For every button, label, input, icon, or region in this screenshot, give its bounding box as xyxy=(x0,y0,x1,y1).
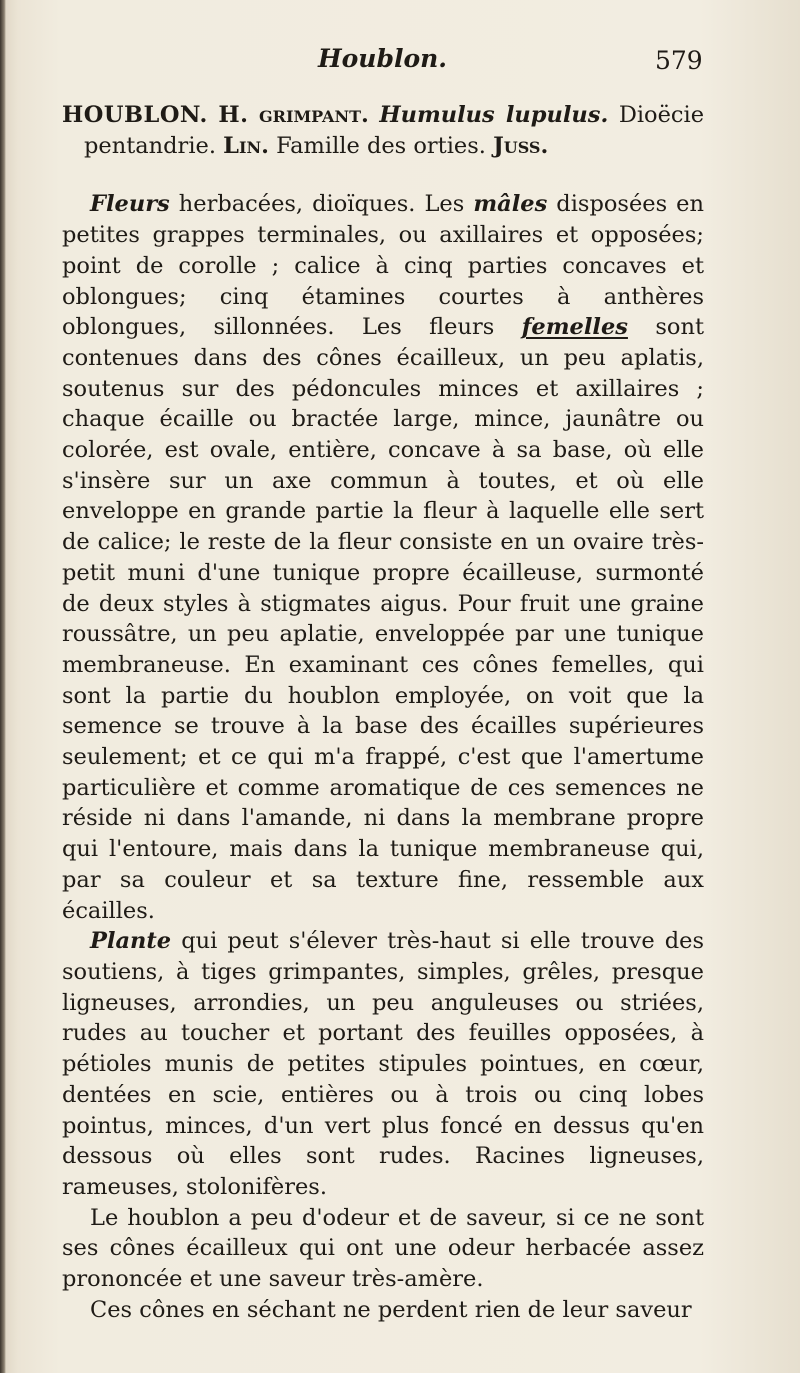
body-text xyxy=(62,100,704,1325)
classification: Dioëcie pentandrie. xyxy=(84,102,705,159)
paragraph-plante xyxy=(62,926,704,1202)
paragraph-text: disposées en petites grappes terminales, ou axillaires et opposées; point de corolle ; calice à cinq parties concaves et oblongues; cinq étamines courtes à anthères oblongues, sillonnées. Les fleurs xyxy=(62,191,704,341)
paragraph-text: Le houblon a peu d'odeur et de saveur, si ce ne sont ses cônes écailleux qui ont une odeur herbacée assez prononcée et une saveur très-amère. xyxy=(62,1204,704,1293)
page-header xyxy=(0,44,800,84)
entry-descriptor: grimpant. xyxy=(259,102,369,128)
entry-abbr: H. xyxy=(218,102,249,128)
family: Famille des orties. xyxy=(276,132,486,159)
paragraph-text: sont contenues dans des cônes écailleux, un peu aplatis, soutenus sur des pédoncules minces et axillaires ; chaque écaille ou bractée large, mince, jaunâtre ou colorée, est ovale, entière, concave à sa base, où elle s'insère sur un axe commun à toutes, et où elle enveloppe en grande partie la fleur à laquelle elle sert de calice; le reste de la fleur consiste en un ovaire très-petit muni d'une tunique propre écailleuse, surmonté de deux styles à stigmates aigus. Pour fruit une graine roussâtre, un peu aplatie, enveloppée par une tunique membraneuse. En examinant ces cônes femelles, qui sont la partie du houblon employée, on voit que la semence se trouve à la base des écailles supérieures seulement; et ce qui m'a frappé, c'est que l'amertume particulière et comme aromatique de ces semences ne réside ni dans l'amande, ni dans la membrane propre qui l'entoure, mais dans la tunique membraneuse qui, par sa couleur et sa texture fine, ressemble aux écailles. xyxy=(62,314,704,924)
keyword-males: mâles xyxy=(473,191,548,218)
keyword-plante: Plante xyxy=(90,928,172,955)
lin-label: Lin. xyxy=(223,132,269,159)
page-number: 579 xyxy=(655,46,703,75)
paragraph-odeur xyxy=(62,1203,704,1295)
keyword-femelles: femelles xyxy=(521,314,628,341)
paragraph-text: herbacées, dioïques. Les xyxy=(169,191,474,218)
paragraph-cones xyxy=(62,1295,704,1326)
entry-heading xyxy=(62,100,704,161)
keyword-fleurs: Fleurs xyxy=(90,191,170,218)
running-title: Houblon. xyxy=(318,44,448,73)
latin-name: Humulus lupulus. xyxy=(379,102,609,128)
entry-name: HOUBLON. xyxy=(62,102,208,128)
juss-label: Juss. xyxy=(493,132,549,159)
paragraph-text: qui peut s'élever très-haut si elle trouve des soutiens, à tiges grimpantes, simples, grêles, presque ligneuses, arrondies, un peu anguleuses ou striées, rudes au toucher et portant des feuilles opposées, à pétioles munis de petites stipules pointues, en cœur, dentées en scie, entières ou à trois ou cinq lobes pointus, minces, d'un vert plus foncé en dessus qu'en dessous où elles sont rudes. Racines ligneuses, rameuses, stolonifères. xyxy=(62,928,704,1200)
page-binding-edge xyxy=(0,0,6,1373)
paragraph-text: Ces cônes en séchant ne perdent rien de leur saveur xyxy=(90,1296,692,1323)
paragraph-fleurs xyxy=(62,189,704,926)
